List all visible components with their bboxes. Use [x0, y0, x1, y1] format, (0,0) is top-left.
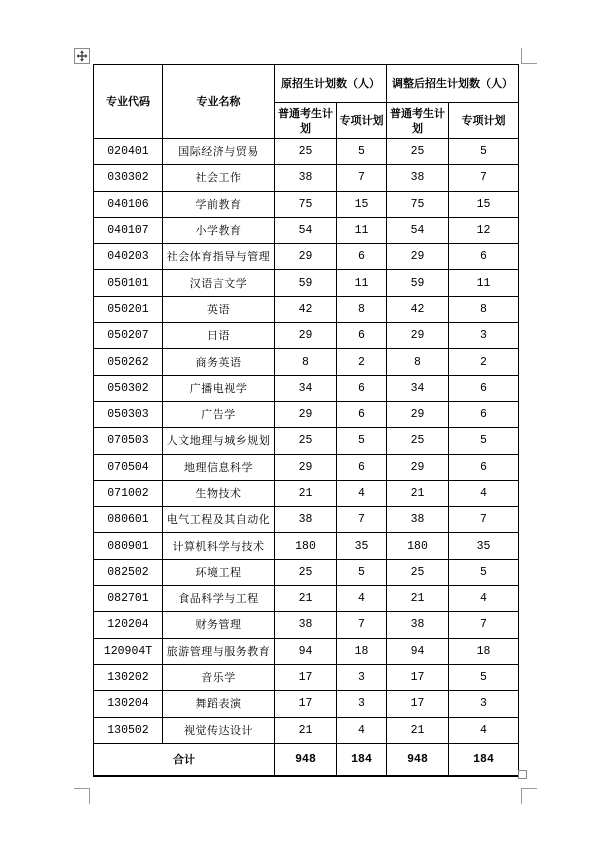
table-row	[94, 349, 519, 375]
major-code-cell: 050262	[94, 349, 163, 375]
adj-regular-cell: 29	[387, 401, 449, 427]
major-code-cell: 120904T	[94, 638, 163, 664]
header-major-code: 专业代码	[94, 65, 163, 139]
major-name-cell: 计算机科学与技术	[163, 533, 275, 559]
major-code-cell: 050201	[94, 296, 163, 322]
adj-regular-cell: 25	[387, 139, 449, 165]
orig-regular-cell: 25	[275, 559, 337, 585]
major-name-cell: 英语	[163, 296, 275, 322]
adj-special-cell: 3	[449, 691, 519, 717]
orig-special-cell: 7	[337, 612, 387, 638]
major-code-cell: 080601	[94, 507, 163, 533]
table-row	[94, 717, 519, 743]
table-row	[94, 586, 519, 612]
table-row	[94, 296, 519, 322]
major-code-cell: 040203	[94, 244, 163, 270]
total-orig-special: 184	[337, 743, 387, 776]
major-name-cell: 汉语言文学	[163, 270, 275, 296]
table-row	[94, 165, 519, 191]
table-row	[94, 375, 519, 401]
major-name-cell: 小学教育	[163, 217, 275, 243]
major-code-cell: 130204	[94, 691, 163, 717]
major-code-cell: 050207	[94, 323, 163, 349]
orig-regular-cell: 54	[275, 217, 337, 243]
orig-regular-cell: 25	[275, 139, 337, 165]
orig-regular-cell: 38	[275, 612, 337, 638]
adj-regular-cell: 38	[387, 165, 449, 191]
major-name-cell: 舞蹈表演	[163, 691, 275, 717]
enrollment-plan-table	[93, 64, 519, 777]
orig-regular-cell: 180	[275, 533, 337, 559]
adj-special-cell: 15	[449, 191, 519, 217]
adj-regular-cell: 25	[387, 559, 449, 585]
adj-regular-cell: 21	[387, 586, 449, 612]
adj-special-cell: 3	[449, 323, 519, 349]
table-row	[94, 664, 519, 690]
adj-special-cell: 6	[449, 244, 519, 270]
orig-regular-cell: 21	[275, 586, 337, 612]
major-code-cell: 050303	[94, 401, 163, 427]
major-code-cell: 070504	[94, 454, 163, 480]
major-name-cell: 广播电视学	[163, 375, 275, 401]
major-name-cell: 电气工程及其自动化	[163, 507, 275, 533]
adj-special-cell: 6	[449, 401, 519, 427]
orig-special-cell: 6	[337, 375, 387, 401]
major-code-cell: 082502	[94, 559, 163, 585]
table-row	[94, 191, 519, 217]
orig-special-cell: 5	[337, 428, 387, 454]
orig-special-cell: 6	[337, 454, 387, 480]
major-code-cell: 030302	[94, 165, 163, 191]
adj-special-cell: 18	[449, 638, 519, 664]
orig-special-cell: 6	[337, 401, 387, 427]
adj-special-cell: 2	[449, 349, 519, 375]
major-name-cell: 环境工程	[163, 559, 275, 585]
header-adjusted-plan: 调整后招生计划数（人）	[387, 65, 519, 103]
adj-special-cell: 5	[449, 139, 519, 165]
adj-regular-cell: 38	[387, 507, 449, 533]
orig-special-cell: 7	[337, 507, 387, 533]
adj-special-cell: 4	[449, 586, 519, 612]
orig-regular-cell: 25	[275, 428, 337, 454]
table-row	[94, 139, 519, 165]
major-code-cell: 040106	[94, 191, 163, 217]
table-row	[94, 270, 519, 296]
crop-mark-bottom-left	[74, 788, 90, 804]
table-row	[94, 691, 519, 717]
major-name-cell: 国际经济与贸易	[163, 139, 275, 165]
major-code-cell: 130202	[94, 664, 163, 690]
header-row-top	[94, 65, 519, 103]
adj-regular-cell: 54	[387, 217, 449, 243]
adj-regular-cell: 59	[387, 270, 449, 296]
orig-regular-cell: 29	[275, 401, 337, 427]
major-name-cell: 社会工作	[163, 165, 275, 191]
adj-regular-cell: 180	[387, 533, 449, 559]
table-row	[94, 454, 519, 480]
orig-regular-cell: 17	[275, 691, 337, 717]
orig-regular-cell: 8	[275, 349, 337, 375]
major-name-cell: 旅游管理与服务教育	[163, 638, 275, 664]
major-code-cell: 040107	[94, 217, 163, 243]
table-row	[94, 533, 519, 559]
table-move-handle[interactable]	[74, 48, 90, 64]
major-code-cell: 070503	[94, 428, 163, 454]
adj-regular-cell: 25	[387, 428, 449, 454]
total-adj-regular: 948	[387, 743, 449, 776]
major-name-cell: 视觉传达设计	[163, 717, 275, 743]
table-row	[94, 401, 519, 427]
adj-special-cell: 4	[449, 480, 519, 506]
major-name-cell: 音乐学	[163, 664, 275, 690]
major-name-cell: 地理信息科学	[163, 454, 275, 480]
orig-regular-cell: 38	[275, 507, 337, 533]
adj-regular-cell: 17	[387, 691, 449, 717]
total-label: 合计	[94, 743, 275, 776]
orig-special-cell: 11	[337, 217, 387, 243]
table-row	[94, 323, 519, 349]
adj-regular-cell: 29	[387, 454, 449, 480]
major-name-cell: 食品科学与工程	[163, 586, 275, 612]
adj-regular-cell: 75	[387, 191, 449, 217]
major-code-cell: 050101	[94, 270, 163, 296]
major-code-cell: 130502	[94, 717, 163, 743]
table-row	[94, 559, 519, 585]
major-code-cell: 080901	[94, 533, 163, 559]
orig-special-cell: 4	[337, 480, 387, 506]
header-adj-regular: 普通考生计划	[387, 103, 449, 139]
orig-special-cell: 5	[337, 139, 387, 165]
adj-regular-cell: 17	[387, 664, 449, 690]
major-name-cell: 生物技术	[163, 480, 275, 506]
adj-regular-cell: 29	[387, 244, 449, 270]
major-code-cell: 050302	[94, 375, 163, 401]
adj-regular-cell: 29	[387, 323, 449, 349]
adj-special-cell: 6	[449, 375, 519, 401]
orig-regular-cell: 21	[275, 717, 337, 743]
crop-mark-top-right	[521, 48, 537, 64]
adj-special-cell: 12	[449, 217, 519, 243]
major-code-cell: 071002	[94, 480, 163, 506]
adj-special-cell: 5	[449, 559, 519, 585]
adj-regular-cell: 34	[387, 375, 449, 401]
major-code-cell: 082701	[94, 586, 163, 612]
orig-special-cell: 4	[337, 586, 387, 612]
orig-regular-cell: 94	[275, 638, 337, 664]
orig-regular-cell: 75	[275, 191, 337, 217]
adj-special-cell: 5	[449, 428, 519, 454]
table-row	[94, 480, 519, 506]
orig-special-cell: 8	[337, 296, 387, 322]
major-code-cell: 120204	[94, 612, 163, 638]
orig-regular-cell: 29	[275, 323, 337, 349]
total-orig-regular: 948	[275, 743, 337, 776]
header-major-name: 专业名称	[163, 65, 275, 139]
crop-mark-bottom-right	[521, 788, 537, 804]
adj-special-cell: 7	[449, 165, 519, 191]
orig-regular-cell: 42	[275, 296, 337, 322]
orig-special-cell: 7	[337, 165, 387, 191]
orig-special-cell: 6	[337, 323, 387, 349]
table-row	[94, 612, 519, 638]
table-row	[94, 428, 519, 454]
orig-regular-cell: 34	[275, 375, 337, 401]
orig-special-cell: 35	[337, 533, 387, 559]
major-name-cell: 学前教育	[163, 191, 275, 217]
adj-special-cell: 8	[449, 296, 519, 322]
orig-special-cell: 6	[337, 244, 387, 270]
adj-regular-cell: 94	[387, 638, 449, 664]
adj-regular-cell: 21	[387, 480, 449, 506]
header-adj-special: 专项计划	[449, 103, 519, 139]
orig-special-cell: 11	[337, 270, 387, 296]
orig-special-cell: 5	[337, 559, 387, 585]
adj-special-cell: 7	[449, 612, 519, 638]
major-name-cell: 日语	[163, 323, 275, 349]
major-code-cell: 020401	[94, 139, 163, 165]
adj-regular-cell: 38	[387, 612, 449, 638]
adj-special-cell: 6	[449, 454, 519, 480]
adj-special-cell: 7	[449, 507, 519, 533]
orig-regular-cell: 21	[275, 480, 337, 506]
orig-regular-cell: 17	[275, 664, 337, 690]
orig-regular-cell: 59	[275, 270, 337, 296]
table-resize-handle[interactable]	[518, 770, 527, 779]
orig-special-cell: 18	[337, 638, 387, 664]
orig-special-cell: 2	[337, 349, 387, 375]
major-name-cell: 广告学	[163, 401, 275, 427]
major-name-cell: 商务英语	[163, 349, 275, 375]
adj-regular-cell: 42	[387, 296, 449, 322]
total-adj-special: 184	[449, 743, 519, 776]
adj-special-cell: 35	[449, 533, 519, 559]
adj-special-cell: 5	[449, 664, 519, 690]
major-name-cell: 社会体育指导与管理	[163, 244, 275, 270]
adj-special-cell: 11	[449, 270, 519, 296]
adj-special-cell: 4	[449, 717, 519, 743]
orig-special-cell: 3	[337, 691, 387, 717]
table-row	[94, 638, 519, 664]
major-name-cell: 人文地理与城乡规划	[163, 428, 275, 454]
adj-regular-cell: 8	[387, 349, 449, 375]
header-orig-special: 专项计划	[337, 103, 387, 139]
header-original-plan: 原招生计划数（人）	[275, 65, 387, 103]
orig-regular-cell: 38	[275, 165, 337, 191]
orig-special-cell: 3	[337, 664, 387, 690]
table-row	[94, 244, 519, 270]
orig-regular-cell: 29	[275, 454, 337, 480]
table-row	[94, 507, 519, 533]
table-row	[94, 217, 519, 243]
adj-regular-cell: 21	[387, 717, 449, 743]
header-orig-regular: 普通考生计划	[275, 103, 337, 139]
move-arrows-icon	[76, 50, 88, 62]
total-row	[94, 743, 519, 776]
orig-special-cell: 15	[337, 191, 387, 217]
orig-regular-cell: 29	[275, 244, 337, 270]
orig-special-cell: 4	[337, 717, 387, 743]
major-name-cell: 财务管理	[163, 612, 275, 638]
